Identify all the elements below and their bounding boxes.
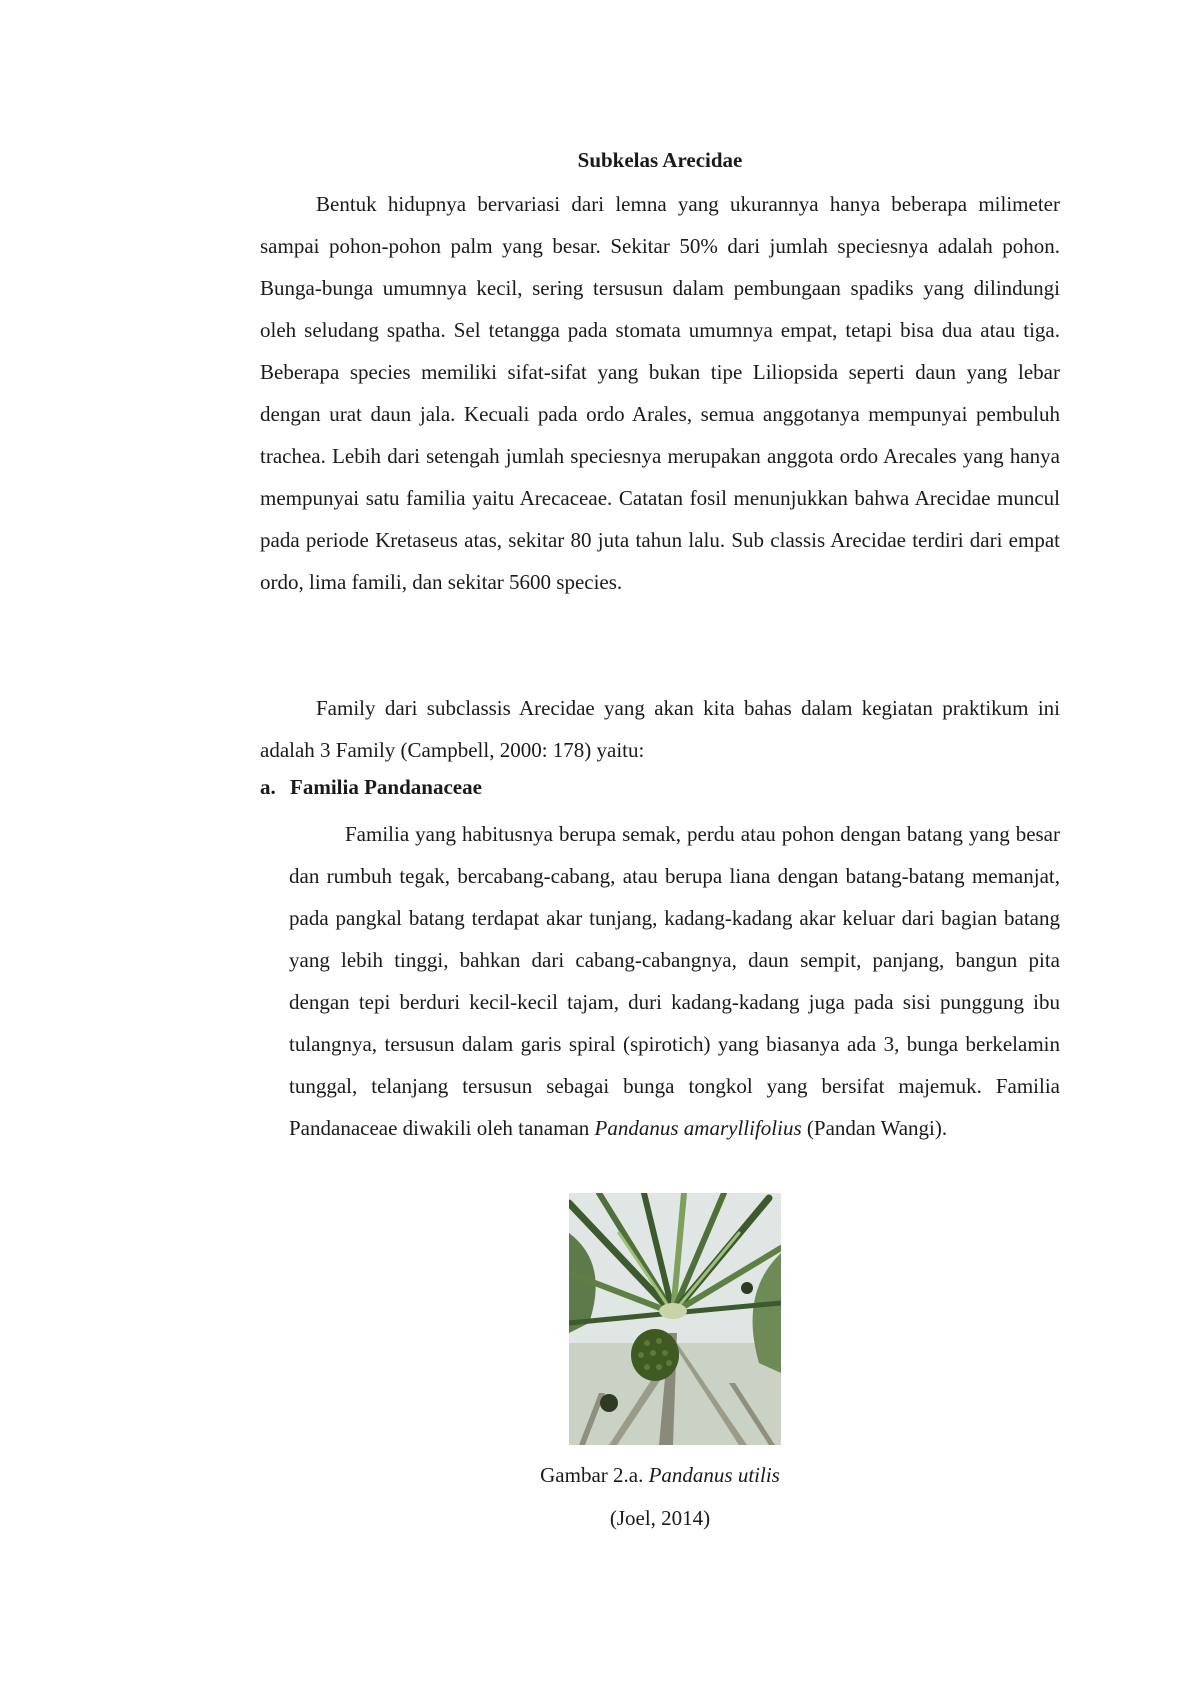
caption-prefix: Gambar 2.a. — [540, 1463, 649, 1487]
list-marker: a. — [260, 775, 276, 799]
intro-paragraph: Bentuk hidupnya bervariasi dari lemna yang ukurannya hanya beberapa milimeter sampai pohon-pohon palm yang besar. Sekitar 50% dari jumlah speciesnya adalah pohon. Bunga-bunga umumnya kecil, sering tersusun dalam pembungaan spadiks yang dilindungi oleh seludang spatha. Sel tetangga pada stomata umumnya empat, tetapi bisa dua atau tiga. Beberapa species memiliki sifat-sifat yang bukan tipe Liliopsida seperti daun yang lebar dengan urat daun jala. Kecuali pada ordo Arales, semua anggotanya mempunyai pembuluh trachea. Lebih dari setengah jumlah speciesnya merupakan anggota ordo Arecales yang hanya mempunyai satu familia yaitu Arecaceae. Catatan fosil menunjukkan bahwa Arecidae muncul pada periode Kretaseus atas, sekitar 80 juta tahun lalu. Sub classis Arecidae terdiri dari empat ordo, lima famili, dan sekitar 5600 species. — [260, 192, 1060, 594]
figure-caption — [360, 1460, 960, 1490]
species-name: Pandanus amaryllifolius — [594, 1116, 802, 1140]
pandanus-photo — [569, 1193, 781, 1445]
family-intro-paragraph: Family dari subclassis Arecidae yang akan kita bahas dalam kegiatan praktikum ini adalah 3 Family (Campbell, 2000: 178) yaitu: — [260, 696, 1060, 762]
caption-species: Pandanus utilis — [648, 1463, 780, 1487]
pandanaceae-paragraph — [289, 813, 1060, 1149]
pandanaceae-text-end: (Pandan Wangi). — [801, 1116, 948, 1140]
section-a-heading — [260, 772, 1060, 802]
pandanaceae-text: Familia yang habitusnya berupa semak, perdu atau pohon dengan batang yang besar dan rumbuh tegak, bercabang-cabang, atau berupa liana dengan batang-batang memanjat, pada pangkal batang terdapat akar tunjang, kadang-kadang akar keluar dari bagian batang yang lebih tinggi, bahkan dari cabang-cabangnya, daun sempit, panjang, bangun pita dengan tepi berduri kecil-kecil tajam, duri kadang-kadang juga pada sisi punggung ibu tulangnya, tersusun dalam garis spiral (spirotich) yang biasanya ada 3, bunga berkelamin tunggal, telanjang tersusun sebagai bunga tongkol yang bersifat majemuk. Familia Pandanaceae diwakili oleh tanaman — [289, 822, 1060, 1140]
page-title: Subkelas Arecidae — [577, 148, 743, 172]
pandanus-illustration — [569, 1193, 781, 1445]
figure-source: (Joel, 2014) — [609, 1506, 711, 1530]
section-a-title: Familia Pandanaceae — [290, 775, 482, 799]
